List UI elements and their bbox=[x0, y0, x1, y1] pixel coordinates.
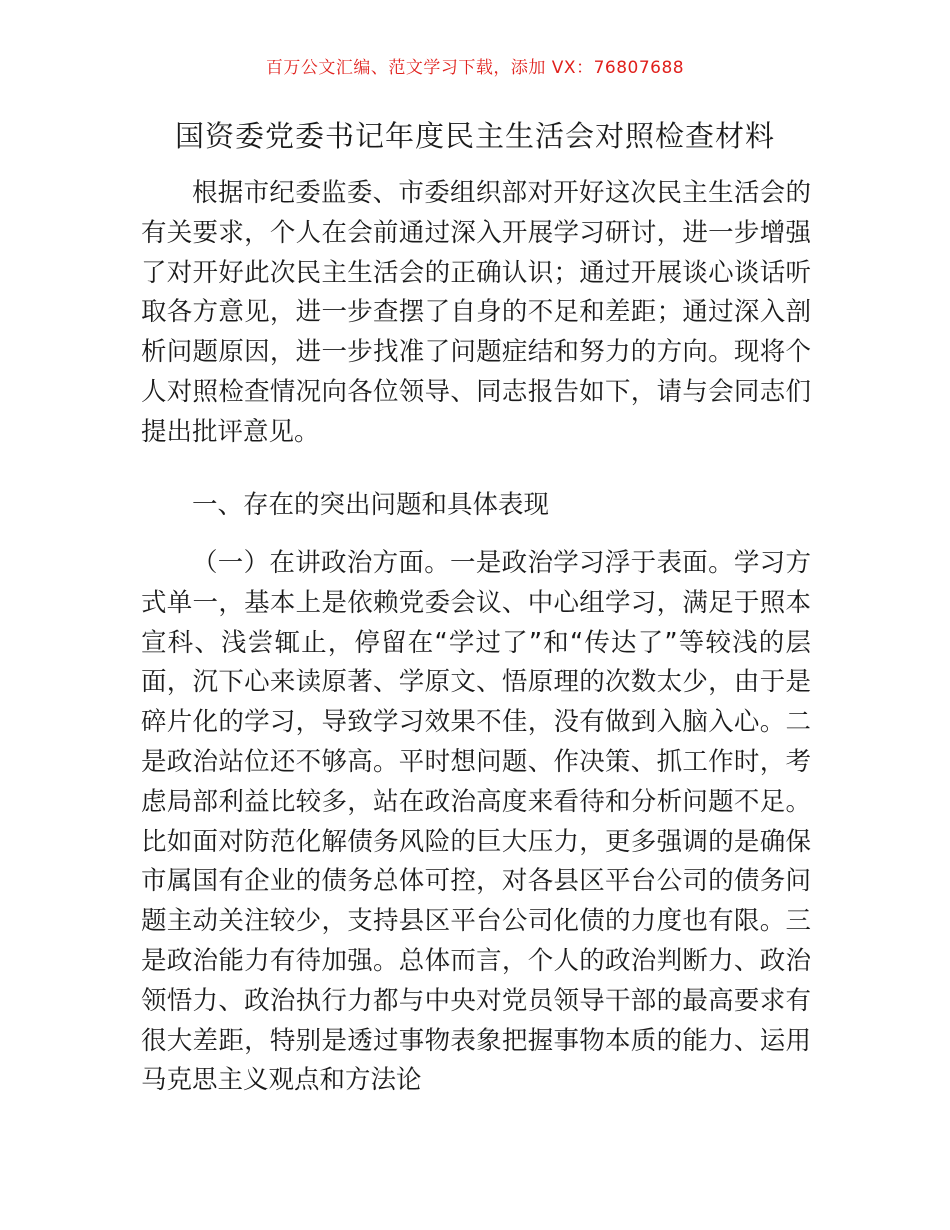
header-watermark-note: 百万公文汇编、范文学习下载，添加 VX：76807688 bbox=[265, 58, 685, 78]
section-heading bbox=[141, 486, 811, 526]
paragraph-text: 根据市纪委监委、市委组织部对开好这次民主生活会的有关要求，个人在会前通过深入开展学习研讨，进一步增强了对开好此次民主生活会的正确认识；通过开展谈心谈话听取各方意见，进一步查摆了自身的不足和差距；通过深入剖析问题原因，进一步找准了问题症结和努力的方向。现将个人对照检查情况向各位领导、同志报告如下，请与会同志们提出批评意见。 bbox=[141, 178, 811, 447]
section-heading-text: 一、存在的突出问题和具体表现 bbox=[192, 490, 550, 520]
paragraph-text: （一）在讲政治方面。一是政治学习浮于表面。学习方式单一，基本上是依赖党委会议、中心组学习，满足于照本宣科、浅尝辄止，停留在“学过了”和“传达了”等较浅的层面，沉下心来读原著、学原文、悟原理的次数太少，由于是碎片化的学习，导致学习效果不佳，没有做到入脑入心。二是政治站位还不够高。平时想问题、作决策、抓工作时，考虑局部利益比较多，站在政治高度来看待和分析问题不足。比如面对防范化解债务风险的巨大压力，更多强调的是确保市属国有企业的债务总体可控，对各县区平台公司的债务问题主动关注较少，支持县区平台公司化债的力度也有限。三是政治能力有待加强。总体而言，个人的政治判断力、政治领悟力、政治执行力都与中央对党员领导干部的最高要求有很大差距，特别是透过事物表象把握事物本质的能力、运用马克思主义观点和方法论 bbox=[141, 548, 811, 1096]
section-paragraph bbox=[141, 544, 811, 1101]
intro-paragraph bbox=[141, 174, 811, 453]
document-title: 国资委党委书记年度民主生活会对照检查材料 bbox=[174, 119, 775, 153]
